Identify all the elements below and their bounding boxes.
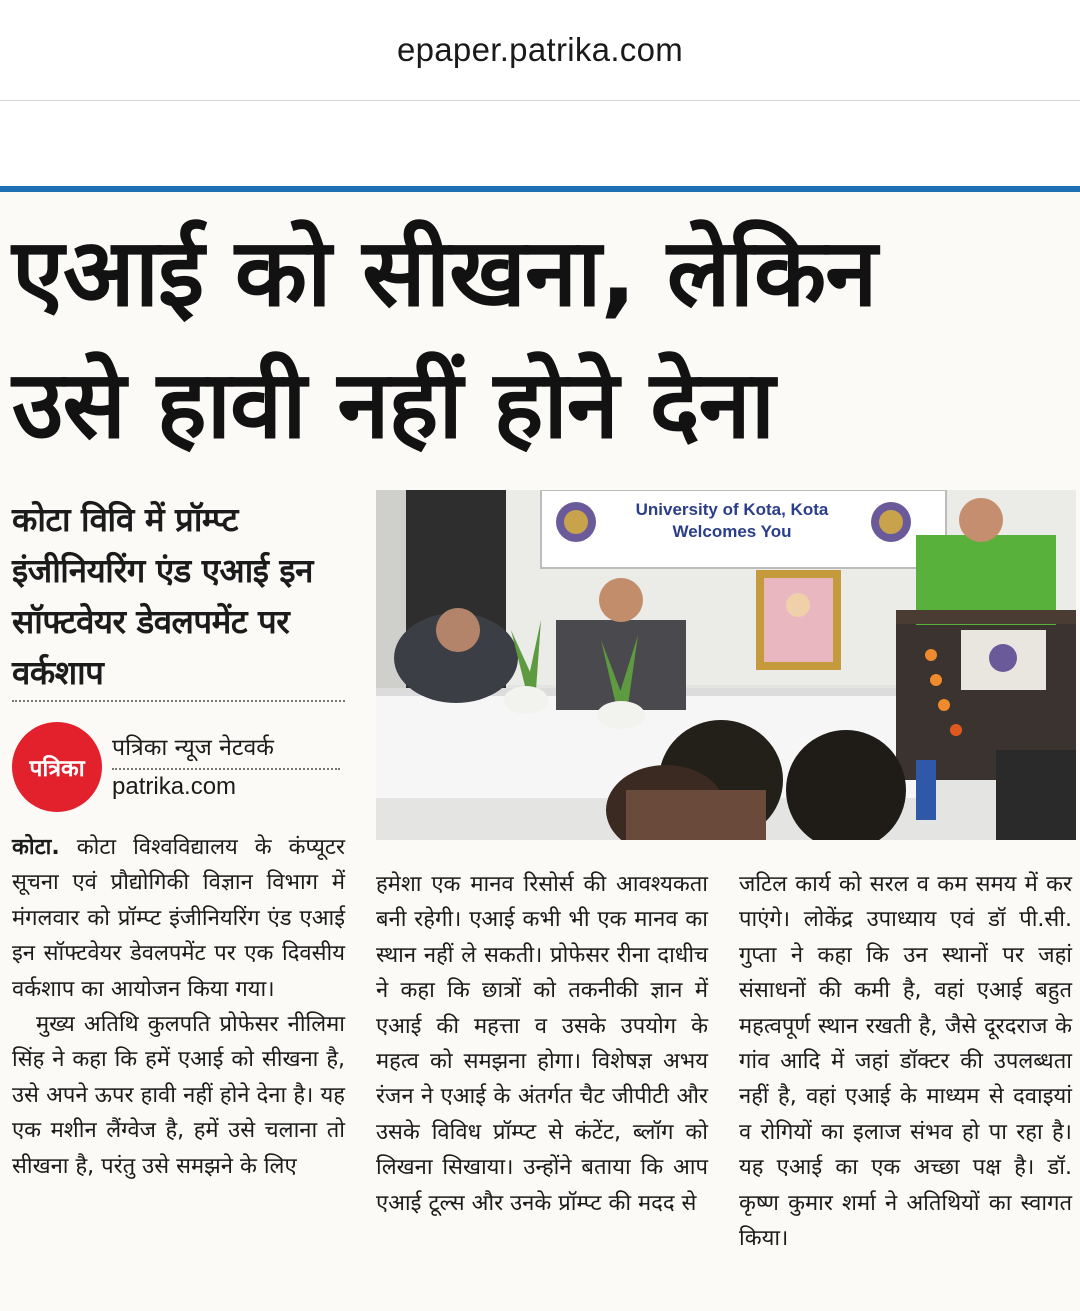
dateline: कोटा. [12,835,60,860]
article-column-3 [739,867,1072,1256]
patrika-logo [12,722,102,812]
byline-website: patrika.com [112,773,237,800]
column-1-text-1: कोटा विश्वविद्यालय के कंप्यूटर सूचना एवं प्रौद्योगिकी विज्ञान विभाग में मंगलवार को प्रॉम्प्ट इंजीनियरिंग एंड एआई इन सॉफ्टवेयर डेवलपमेंट पर एक दिवसीय वर्कशाप का आयोजन किया गया। [12,835,345,1002]
byline-dotted-divider [112,768,340,770]
column-1-paragraph-2: मुख्य अतिथि कुलपति प्रोफेसर नीलिमा सिंह ने कहा कि हमें एआई को सीखना है, उसे अपने ऊपर हावी नहीं होने देना है। यह एक मशीन लैंग्वेज है, हमें उसे चलाना तो सीखना है, परंतु उसे समझने के लिए [12,1012,345,1179]
dotted-divider [12,700,345,702]
article-column-1 [12,830,345,1184]
event-photo-illustration [376,490,1076,840]
banner-line-1: University of Kota, Kota [635,500,829,519]
headline-line-1: एआई को सीखना, लेकिन [12,219,877,328]
url-text[interactable]: epaper.patrika.com [396,31,684,68]
event-photo [376,490,1076,840]
column-2-text: हमेशा एक मानव रिसोर्स की आवश्यकता बनी रहेगी। एआई कभी भी एक मानव का स्थान नहीं ले सकती। प्रोफेसर रीना दाधीच ने कहा कि छात्रों को तकनीकी ज्ञान में एआई की महत्ता व उसके उपयोग के महत्व को समझना होगा। विशेषज्ञ अभय रंजन ने एआई के अंतर्गत चैट जीपीटी और उसके विविध प्रॉम्प्ट से कंटेंट, ब्लॉग को लिखना सिखाया। उन्होंने बताया कि आप एआई टूल्स और उनके प्रॉम्प्ट की मदद से [376,872,708,1216]
article-headline [12,208,1072,472]
banner-line-2: Welcomes You [672,522,792,541]
headline-line-2: उसे हावी नहीं होने देना [12,351,775,460]
column-3-text: जटिल कार्य को सरल व कम समय में कर पाएंगे। लोकेंद्र उपाध्याय एवं डॉ पी.सी. गुप्ता ने कहा कि उन स्थानों पर जहां संसाधनों की कमी है, वहां एआई बहुत महत्वपूर्ण स्थान रखती है, जैसे दूरदराज के गांव आदि में जहां डॉक्टर की उपलब्धता नहीं है, वहां एआई के माध्यम से दवाइयां व रोगियों का इलाज संभव हो पा रहा है। यह एआई का एक अच्छा पक्ष है। डॉ. कृष्ण कुमार शर्मा ने अतिथियों का स्वागत किया। [739,872,1072,1252]
article-column-2 [376,867,708,1221]
toolbar-spacer [0,101,1080,186]
article-subheading: कोटा विवि में प्रॉम्प्ट इंजीनियरिंग एंड एआई इन सॉफ्टवेयर डेवलपमेंट पर वर्कशाप [12,500,313,692]
byline-network: पत्रिका न्यूज नेटवर्क [112,735,274,761]
column-1-paragraph-1 [12,830,345,1007]
patrika-logo-text: पत्रिका [29,756,85,782]
browser-address-bar[interactable] [0,0,1080,101]
